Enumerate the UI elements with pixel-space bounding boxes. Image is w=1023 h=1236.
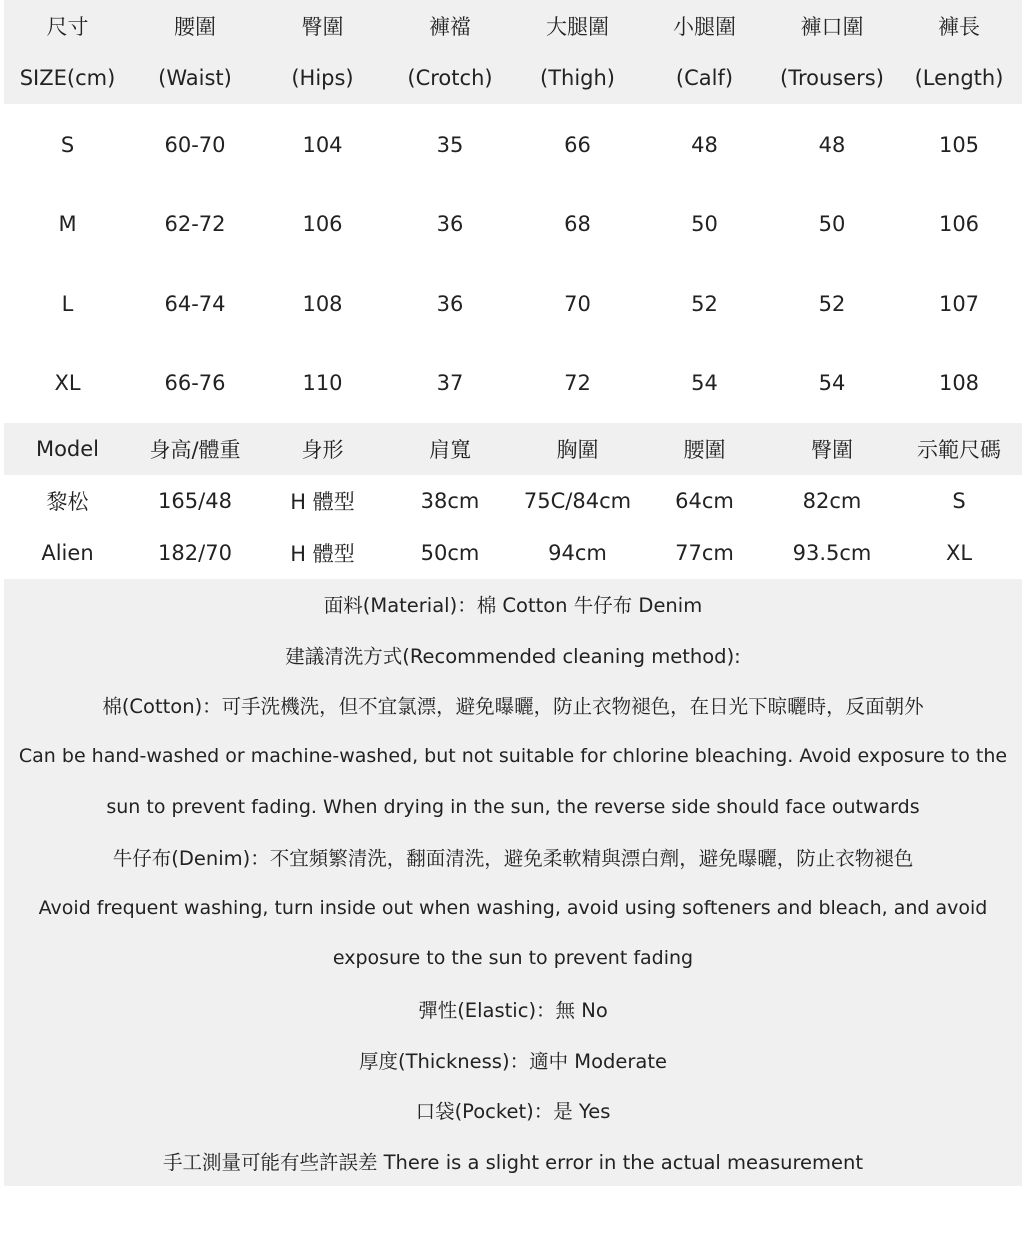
model-height-weight: 165/48 <box>158 489 232 513</box>
calf-value: 48 <box>691 132 718 157</box>
calf-value: 52 <box>691 291 718 316</box>
elastic-note: 彈性(Elastic)：無 No <box>418 999 608 1023</box>
model-body-shape: H 體型 <box>290 490 355 514</box>
model-size-worn: S <box>952 489 966 513</box>
table-row <box>4 527 1022 579</box>
cotton-care-en-line1: Can be hand-washed or machine-washed, but not suitable for chlorine bleaching. Avoid exposure to the <box>18 745 1008 768</box>
model-header-body-shape: 身形 <box>301 438 344 462</box>
header-en-length: (Length) <box>914 66 1004 90</box>
waist-value: 60-70 <box>164 132 226 157</box>
trousers-value: 48 <box>818 132 846 157</box>
header-cn-length: 褲長 <box>938 15 980 39</box>
header-en-trousers: (Trousers) <box>780 66 884 90</box>
model-shoulder: 38cm <box>420 489 480 513</box>
measurement-error-note: 手工測量可能有些許誤差 There is a slight error in the actual measurement <box>162 1150 864 1174</box>
model-header-size-worn: 示範尺碼 <box>917 438 1001 462</box>
header-cn-crotch: 褲襠 <box>429 15 471 39</box>
model-height-weight: 182/70 <box>158 541 232 565</box>
model-header-hips: 臀圍 <box>811 438 853 462</box>
size-header-cn-row <box>4 0 1022 52</box>
model-header-waist: 腰圍 <box>683 438 726 462</box>
model-header-row <box>4 423 1022 475</box>
crotch-value: 36 <box>436 291 464 316</box>
trousers-value: 54 <box>818 371 846 396</box>
model-header-height-weight: 身高/體重 <box>149 438 241 462</box>
calf-value: 54 <box>691 371 718 396</box>
model-header-shoulder: 肩寬 <box>429 438 471 462</box>
table-row <box>4 475 1022 527</box>
cleaning-method-title: 建議清洗方式(Recommended cleaning method): <box>285 644 741 668</box>
length-value: 106 <box>938 212 980 237</box>
size-table-body <box>4 104 1022 423</box>
header-en-crotch: (Crotch) <box>407 66 493 90</box>
denim-care-en-line1: Avoid frequent washing, turn inside out when washing, avoid using softeners and bleach, and avoid <box>38 896 988 919</box>
header-cn-waist: 腰圍 <box>174 15 216 39</box>
header-cn-calf: 小腿圍 <box>673 15 736 39</box>
header-cn-size: 尺寸 <box>46 15 89 39</box>
size-header-en-row <box>4 52 1022 104</box>
hips-value: 108 <box>302 291 343 316</box>
table-row <box>4 105 1022 185</box>
model-shoulder: 50cm <box>420 541 480 565</box>
size-label: XL <box>54 371 81 396</box>
thigh-value: 72 <box>564 371 591 396</box>
crotch-value: 36 <box>436 212 464 237</box>
length-value: 105 <box>938 132 980 157</box>
model-table-body <box>4 475 1022 579</box>
model-chest: 75C/84cm <box>523 489 632 513</box>
care-notes <box>4 579 1022 1186</box>
model-table-header <box>4 423 1022 475</box>
trousers-value: 52 <box>818 291 846 316</box>
header-en-calf: (Calf) <box>675 66 734 90</box>
calf-value: 50 <box>691 212 718 237</box>
thigh-value: 70 <box>564 291 591 316</box>
crotch-value: 37 <box>436 371 464 396</box>
model-hips: 93.5cm <box>792 541 872 565</box>
header-en-hips: (Hips) <box>291 66 354 90</box>
table-row <box>4 185 1022 265</box>
header-cn-hips: 臀圍 <box>301 15 344 39</box>
model-header-model: Model <box>35 437 100 461</box>
header-en-thigh: (Thigh) <box>540 66 615 90</box>
model-waist: 64cm <box>675 489 734 513</box>
trousers-value: 50 <box>818 212 846 237</box>
table-row <box>4 344 1022 424</box>
waist-value: 62-72 <box>164 212 226 237</box>
material-note: 面料(Material)：棉 Cotton 牛仔布 Denim <box>323 594 703 618</box>
size-chart-page <box>4 0 1022 1186</box>
header-en-waist: (Waist) <box>158 66 232 90</box>
length-value: 108 <box>938 371 980 396</box>
size-label: S <box>60 132 75 157</box>
size-table-header <box>4 0 1022 104</box>
model-waist: 77cm <box>675 541 734 565</box>
hips-value: 104 <box>302 132 343 157</box>
table-row <box>4 264 1022 344</box>
model-name: 黎松 <box>46 490 89 514</box>
model-size-worn: XL <box>945 541 973 565</box>
thigh-value: 66 <box>564 132 591 157</box>
header-cn-trousers: 褲口圍 <box>800 15 864 39</box>
size-label: M <box>58 212 77 237</box>
length-value: 107 <box>938 291 980 316</box>
waist-value: 64-74 <box>164 291 226 316</box>
hips-value: 110 <box>302 371 343 396</box>
waist-value: 66-76 <box>164 371 226 396</box>
header-en-size: SIZE(cm) <box>19 66 116 90</box>
denim-care-cn: 牛仔布(Denim)：不宜頻繁清洗，翻面清洗，避免柔軟精與漂白劑，避免曝曬，防止衣物褪色 <box>112 847 914 871</box>
model-name: Alien <box>41 541 94 565</box>
crotch-value: 35 <box>436 132 464 157</box>
model-body-shape: H 體型 <box>290 542 355 566</box>
model-header-chest: 胸圍 <box>556 438 599 462</box>
model-hips: 82cm <box>802 489 862 513</box>
denim-care-en-line2: exposure to the sun to prevent fading <box>332 947 694 970</box>
pocket-note: 口袋(Pocket)：是 Yes <box>415 1100 611 1124</box>
hips-value: 106 <box>302 212 343 237</box>
header-cn-thigh: 大腿圍 <box>546 15 609 39</box>
cotton-care-cn: 棉(Cotton)：可手洗機洗，但不宜氯漂，避免曝曬，防止衣物褪色，在日光下晾曬時，反面朝外 <box>102 695 924 719</box>
size-label: L <box>61 291 74 316</box>
thickness-note: 厚度(Thickness)：適中 Moderate <box>358 1049 668 1073</box>
thigh-value: 68 <box>564 212 591 237</box>
model-chest: 94cm <box>548 541 607 565</box>
cotton-care-en-line2: sun to prevent fading. When drying in the sun, the reverse side should face outwards <box>106 795 920 818</box>
